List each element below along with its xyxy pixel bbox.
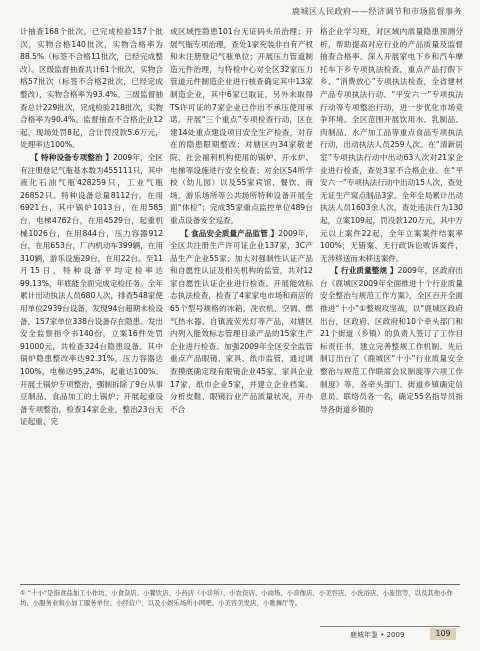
text-column-1 <box>20 26 163 429</box>
section-heading: 【 特种设备专项整治 】 <box>30 152 113 162</box>
text-column-2 <box>170 26 313 416</box>
footnote: ① “十小”是指食品加工小作坊、小食杂店、小餐饮店、小药店（小诊所）、小农资店、小商场、小音像店、小美容店、小洗浴店、小旅馆等，以及其他小作坊、小服务业和小加工服务单位、小经营户，以及小娱乐场所小网吧、小美容美发店、小歌舞厅等。 <box>20 589 453 607</box>
running-head: 鹿城区人民政府——经济调节和市场监督事务 <box>292 7 462 16</box>
footer-divider <box>320 626 460 627</box>
section-heading: 【 行业质量整规 】 <box>330 266 398 276</box>
section-body: 2009年，全区有注册登记气瓶基本数为455111只，其中液化石油气瓶428259只，工业气瓶26852只。特种设备总量8112台，在用6921台，其中锅炉1013台，在用585台，电梯4762台，在用4529台，起重机械1026台，在用844台，压力容器912台，在用653台，厂内机动车399辆，在用310辆，游乐设施29台，在用22台。至11月15日，特种设备平均定检率达99.13%，年底能全面完成定检任务。全年累计出动执法人员680人次，排查548家使用单位2939台设备，发现94台超期未检设备，157家单位338台设备存在隐患。发出安全监察指令书140份，立案16件处罚91000元，共检查324台隐患设备。其中锅炉隐患整改率达92.31%，压力容器达100%，电梯达95.24%，起重达100%。开展土锅炉专项整治，强制拆除了9台从事豆制品、食品加工的土锅炉；开展起重设备专项整治，检查14家企业，整治23台无证起重、完 <box>20 152 163 427</box>
section-heading: 【 食品安全质量产品监管 】 <box>180 228 279 238</box>
section-body: 2009年，全区共注册生产许可证企业137家，3C产品生产企业55家；加大对强制性认证产品和自愿性认证及相关机构的监管，共对12家自愿性认证企业进行检查。开展能效标志执法检查，检查了4家家电市场和商店的65个型号规格的冰箱、洗衣机、空调、燃气热水器、自镇流荧光灯等产品，对辖区内列入能效标志管理目录产品的15家生产企业进行检查。加强2009年全区安全监管重点产品眼镜、家具、纸巾监管，通过调查摸底确定现有眼镜企业45家，家具企业17家，纸巾企业5家，并建立企业档案。分析皮鞋、眼镜行业产品质量状况，开办不合 <box>170 228 313 414</box>
paragraph: 计抽查168个批次，已完成检验157个批次，实物合格140批次，实物合格率为88.5%（标签不合格11批次，已经完成整改）。区级监督抽查共计61个批次，实物合格57批次（标签不合格2批次，已经完成整改），实物合格率为93.4%。三级监督抽查总计229批次，完成检验218批次，实物合格率为90.4%。监督抽查不合格企业12起，现场处罚8起，合计罚没款5.6万元，处理率达100%。 <box>20 27 163 150</box>
section-industry-quality <box>320 265 463 416</box>
footer-label: 鹿城年鉴 • 2009 <box>350 631 405 639</box>
page-number: 109 <box>430 628 456 640</box>
text-column-3 <box>320 26 463 416</box>
footnote-divider <box>20 584 460 585</box>
section-product-quality <box>170 228 313 417</box>
section-body: 2009年，区政府出台《鹿城区2009年全面推进十个行业质量安全整治与规范工作方案》，全区百开全面推进“十小”①整规攻坚战，以“鹿城区政府出台，区政府、区政府和10个牵头部门和21个街道（乡镇）的负责人签订了工作目标责任书，建立完善整规工作机制。先后制订出台了《鹿城区“十小”行业质量安全整治与规范工作联席会议制度等六项工作制度》等，各牵头部门、街道乡镇确定信息员、联络员各一名，确定55名指导员指导各街道乡镇的 <box>320 266 463 414</box>
paragraph: 格企业学习班，对区域内质量隐患预测分析，帮助提高对应行业的产品质量及监督抽查合格率。深入开展家电下乡和汽车摩托车下乡专项执法检查，重点产品打假下乡、“消费放心”专项执法检查，全省建材产品专项执法行动、“平安六一”专项执法行动等专项整治行动，进一步优化市场竞争环境。全区范围开展饮用水、乳制品、肉制品、水产加工品等重点食品专项执法行动，出动执法人员259人次。在“清新居室”专项执法行动中出动63人次对21家企业进行检查，查处3家不合格企业。在“平安六一”专项执法行动中出动15人次，查处无证生产窝点制品3家。全年全局累计出动执法人员1603余人次，查处违法行为130起，立案109起，罚没款120万元，其中万元以上案件22起，全年立案案件结案率100%，无错案、无行政诉讼败诉案件，无涉移送而未移送案件。 <box>320 27 463 263</box>
section-special-equipment <box>20 152 163 429</box>
paragraph: 成区域性隐患101台无证码头吊治理；开展气瓶专项治理，查处1家充装非自有产权和未注册登记气瓶单位；开展压力管道制造元件治理，与特检中心对全区32家压力管道元件制造企业进行核查确定其中13家制造企业，其中6家已取证，另外未取得TS许可证的7家企业已作出不承压使用承诺。开展“三个重点”专项检查行动，区在建14处重点建设项目安全生产检查，对存在的隐患限期整改；对辖区内34家敬老院、社会福利机构使用的锅炉、开水炉、电梯等设施进行安全检查；对全区54所学校（幼儿园）以及55家宾馆、餐饮、商场、游乐场所等公共场所特种设备开展全面“体检”；完成35家重点监控单位489台重点设备安全巡查。 <box>170 27 313 225</box>
